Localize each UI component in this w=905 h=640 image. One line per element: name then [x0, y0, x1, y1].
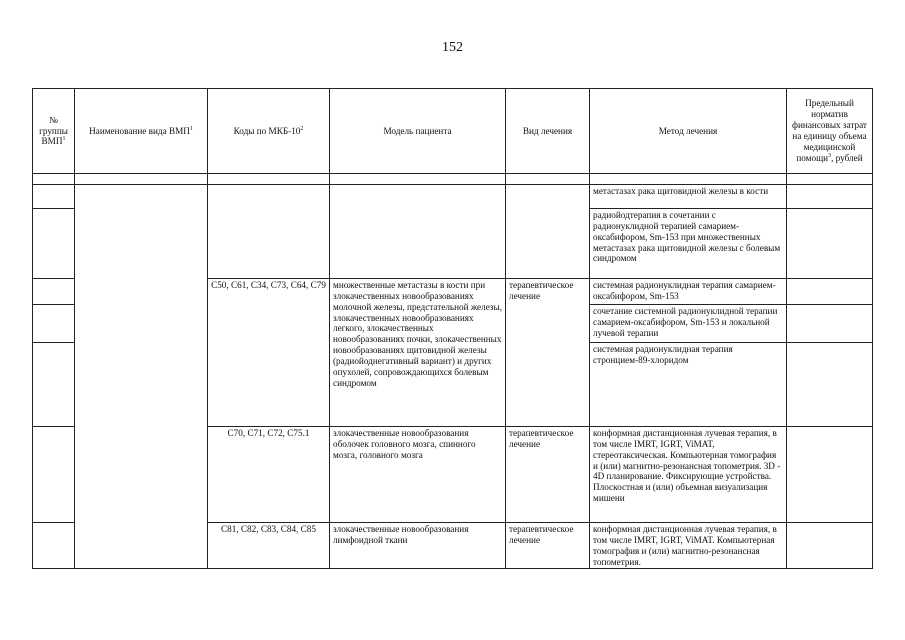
vmp-name-cell	[75, 185, 208, 569]
treatment-type-cell: терапевтическое лечение	[506, 523, 590, 569]
treatment-method-cell: конформная дистанционная лучевая терапия, в том числе IMRT, IGRT, ViMAT, стереотаксическая. Компьютерная томография и (или) магнитно-резонансная топометрия. 3D - 4D планирование. Фиксирующие устройства. Плоскостная и (или) объемная визуализация мишени	[590, 427, 787, 523]
treatment-method-cell: метастазах рака щитовидной железы в кости	[590, 185, 787, 209]
patient-model-cell	[330, 185, 506, 279]
treatment-type-cell: терапевтическое лечение	[506, 427, 590, 523]
treatment-type-cell	[506, 185, 590, 279]
group-number-cell	[33, 343, 75, 427]
patient-model-cell: злокачественные новообразования оболочек головного мозга, спинного мозга, головного мозга	[330, 427, 506, 523]
group-number-cell	[33, 523, 75, 569]
header-cost-norm: Предельный норматив финансовых затрат на единицу объема медицинской помощи$^3$, рублей	[787, 89, 873, 174]
group-number-cell	[33, 185, 75, 209]
group-number-cell	[33, 279, 75, 305]
header-patient-model: Модель пациента	[330, 89, 506, 174]
treatment-type-cell: терапевтическое лечение	[506, 279, 590, 427]
cost-norm-cell	[787, 305, 873, 343]
treatment-method-cell: системная радионуклидная терапия самарием-оксабифором, Sm-153	[590, 279, 787, 305]
header-row	[33, 89, 873, 174]
treatment-method-cell: системная радионуклидная терапия стронцием-89-хлоридом	[590, 343, 787, 427]
cost-norm-cell	[787, 279, 873, 305]
group-number-cell	[33, 427, 75, 523]
column-number-row	[33, 174, 873, 185]
header-group-number: № группы ВМП$^1$	[33, 89, 75, 174]
header-treatment-type: Вид лечения	[506, 89, 590, 174]
patient-model-cell: множественные метастазы в кости при злокачественных новообразованиях молочной железы, предстательной железы, злокачественных новообразованиях легкого, злокачественных новообразованиях почки, злокачественных новообразованиях щитовидной железы (радиойоднегативный вариант) и других опухолей, сопровождающихся болевым синдромом	[330, 279, 506, 427]
cost-norm-cell	[787, 343, 873, 427]
treatment-method-cell: сочетание системной радионуклидной терапии самарием-оксабифором, Sm-153 и локальной лучевой терапии	[590, 305, 787, 343]
treatment-method-cell: конформная дистанционная лучевая терапия, в том числе IMRT, IGRT, ViMAT. Компьютерная томография и (или) магнитно-резонансная топометрия.	[590, 523, 787, 569]
cost-norm-cell	[787, 523, 873, 569]
icd-codes-cell: C50, C61, C34, C73, C64, C79	[208, 279, 330, 427]
header-treatment-method: Метод лечения	[590, 89, 787, 174]
header-vmp-name: Наименование вида ВМП$^1$	[75, 89, 208, 174]
group-number-cell	[33, 209, 75, 279]
icd-codes-cell: C81, C82, C83, C84, C85	[208, 523, 330, 569]
icd-codes-cell: C70, C71, C72, C75.1	[208, 427, 330, 523]
treatment-table	[32, 88, 873, 569]
cost-norm-cell	[787, 427, 873, 523]
icd-codes-cell	[208, 185, 330, 279]
table-row	[33, 185, 873, 209]
group-number-cell	[33, 305, 75, 343]
cost-norm-cell	[787, 209, 873, 279]
cost-norm-cell	[787, 185, 873, 209]
patient-model-cell: злокачественные новообразования лимфоидной ткани	[330, 523, 506, 569]
page-number: 152	[442, 40, 463, 55]
treatment-method-cell: радиойодтерапия в сочетании с радионуклидной терапией самарием-оксабифором, Sm-153 при множественных метастазах рака щитовидной железы с болевым синдромом	[590, 209, 787, 279]
header-icd-codes: Коды по МКБ-$10^2$	[208, 89, 330, 174]
